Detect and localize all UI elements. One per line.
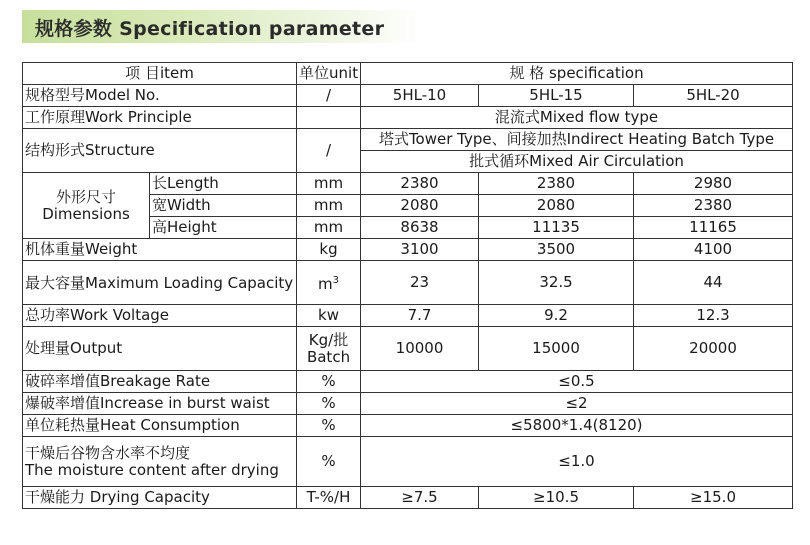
- table-header-row: [23, 63, 793, 85]
- row-label: 破碎率增值Breakage Rate: [23, 371, 297, 393]
- section-header-banner: [22, 10, 422, 43]
- row-voltage: [23, 305, 793, 327]
- unit-cell: mm: [297, 217, 361, 239]
- row-output: [23, 327, 793, 371]
- dimensions-group-label: [23, 173, 150, 239]
- row-moisture: [23, 437, 793, 487]
- value-cell: 44: [634, 261, 793, 305]
- header-unit: 单位unit: [297, 63, 361, 85]
- unit-cell: %: [297, 437, 361, 487]
- value-cell: 批式循环Mixed Air Circulation: [361, 151, 793, 173]
- value-cell: 2380: [479, 173, 634, 195]
- row-burst: [23, 393, 793, 415]
- value-cell: 5HL-15: [479, 85, 634, 107]
- unit-cell: kw: [297, 305, 361, 327]
- value-cell: 12.3: [634, 305, 793, 327]
- row-breakage: [23, 371, 793, 393]
- value-cell: 2980: [634, 173, 793, 195]
- value-cell: 2380: [634, 195, 793, 217]
- value-cell: ≥7.5: [361, 487, 479, 509]
- dimensions-label-en: Dimensions: [42, 204, 130, 223]
- row-structure: [23, 129, 793, 151]
- unit-cell: /: [297, 85, 361, 107]
- unit-cell: T-%/H: [297, 487, 361, 509]
- unit-cell: mm: [297, 195, 361, 217]
- value-cell: 混流式Mixed flow type: [361, 107, 793, 129]
- value-cell: 15000: [479, 327, 634, 371]
- row-label: 爆破率增值Increase in burst waist: [23, 393, 297, 415]
- unit-cell: mm: [297, 173, 361, 195]
- row-heat: [23, 415, 793, 437]
- row-label: 最大容量Maximum Loading Capacity: [23, 261, 297, 305]
- row-capacity: [23, 261, 793, 305]
- header-item: 项 目item: [23, 63, 297, 85]
- value-cell: 11165: [634, 217, 793, 239]
- row-length: [23, 173, 793, 195]
- value-cell: 2380: [361, 173, 479, 195]
- unit-line: Kg/批: [308, 330, 349, 349]
- value-cell: 32.5: [479, 261, 634, 305]
- unit-cell: %: [297, 371, 361, 393]
- value-cell: 2080: [361, 195, 479, 217]
- row-label-en: The moisture content after drying: [25, 460, 279, 479]
- value-cell: 5HL-20: [634, 85, 793, 107]
- value-cell: 塔式Tower Type、间接加热Indirect Heating Batch Type: [361, 129, 793, 151]
- row-label: 处理量Output: [23, 327, 297, 371]
- value-cell: 9.2: [479, 305, 634, 327]
- unit-line: Batch: [306, 347, 351, 366]
- row-principle: [23, 107, 793, 129]
- row-weight: [23, 239, 793, 261]
- unit-cell: [297, 327, 361, 371]
- dimensions-label-cn: 外形尺寸: [55, 187, 116, 206]
- unit-cell: kg: [297, 239, 361, 261]
- unit-cell: [297, 107, 361, 129]
- row-label-cn: 干燥后谷物含水率不均度: [25, 443, 191, 462]
- value-cell: 3500: [479, 239, 634, 261]
- header-spec: 规 格 specification: [361, 63, 793, 85]
- row-label: 结构形式Structure: [23, 129, 297, 173]
- value-cell: 10000: [361, 327, 479, 371]
- row-drying: [23, 487, 793, 509]
- row-label: 工作原理Work Principle: [23, 107, 297, 129]
- section-title: 规格参数 Specification parameter: [35, 18, 385, 40]
- value-cell: 2080: [479, 195, 634, 217]
- value-cell: ≤1.0: [361, 437, 793, 487]
- unit-cell: [297, 261, 361, 305]
- row-label: 总功率Work Voltage: [23, 305, 297, 327]
- unit-base: m: [318, 275, 333, 293]
- value-cell: 4100: [634, 239, 793, 261]
- value-cell: ≤2: [361, 393, 793, 415]
- unit-cell: %: [297, 393, 361, 415]
- value-cell: 7.7: [361, 305, 479, 327]
- value-cell: 20000: [634, 327, 793, 371]
- row-label: 长Length: [150, 173, 297, 195]
- value-cell: 5HL-10: [361, 85, 479, 107]
- row-label: 宽Width: [150, 195, 297, 217]
- unit-superscript: 3: [332, 275, 340, 286]
- unit-cell: /: [297, 129, 361, 173]
- value-cell: ≤5800*1.4(8120): [361, 415, 793, 437]
- value-cell: ≥15.0: [634, 487, 793, 509]
- row-label: [23, 437, 297, 487]
- value-cell: ≥10.5: [479, 487, 634, 509]
- unit-cell: %: [297, 415, 361, 437]
- value-cell: 8638: [361, 217, 479, 239]
- row-label: 干燥能力 Drying Capacity: [23, 487, 297, 509]
- value-cell: ≤0.5: [361, 371, 793, 393]
- row-model: [23, 85, 793, 107]
- row-label: 高Height: [150, 217, 297, 239]
- value-cell: 23: [361, 261, 479, 305]
- value-cell: 11135: [479, 217, 634, 239]
- row-label: 机体重量Weight: [23, 239, 297, 261]
- row-label: 单位耗热量Heat Consumption: [23, 415, 297, 437]
- value-cell: 3100: [361, 239, 479, 261]
- row-label: 规格型号Model No.: [23, 85, 297, 107]
- specification-table: [22, 62, 793, 509]
